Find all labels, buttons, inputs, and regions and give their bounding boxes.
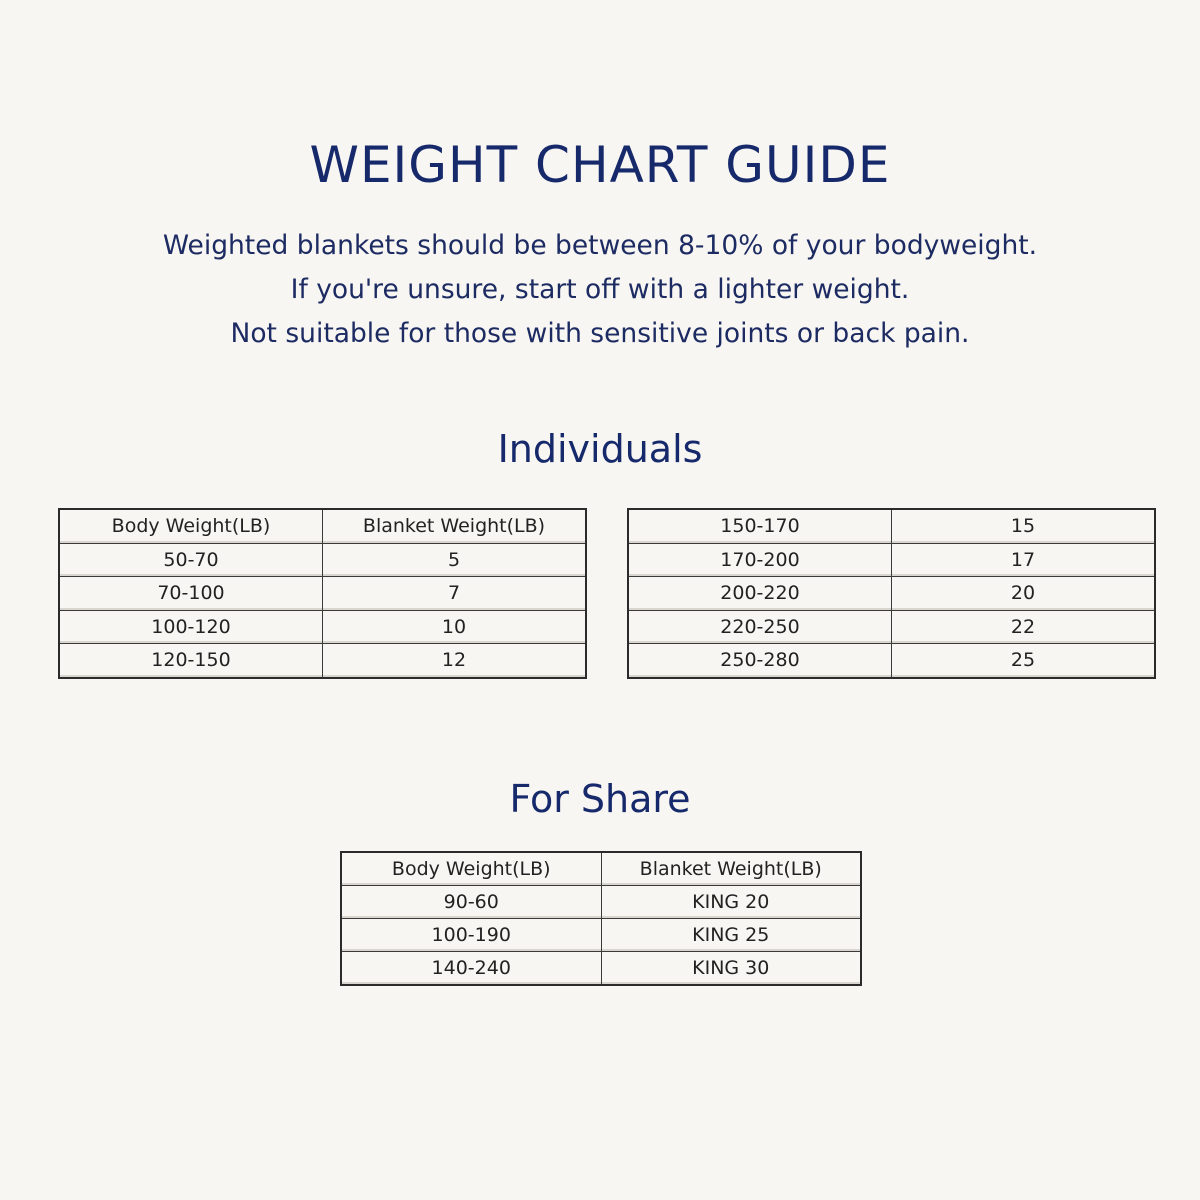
body-weight-cell: 150-170 (628, 509, 892, 543)
table-header-row (59, 509, 586, 543)
body-weight-cell: 70-100 (59, 577, 323, 611)
blanket-weight-cell: 17 (892, 543, 1156, 577)
table-row (59, 610, 586, 644)
body-weight-cell: 100-190 (341, 919, 601, 952)
table-row (628, 610, 1155, 644)
blanket-weight-cell: 5 (323, 543, 587, 577)
blanket-weight-cell: 7 (323, 577, 587, 611)
intro-line-1: Weighted blankets should be between 8-10% of your bodyweight. (162, 230, 1038, 261)
blanket-weight-cell: 25 (892, 644, 1156, 678)
table-row (628, 509, 1155, 543)
body-weight-cell: 90-60 (341, 886, 601, 919)
blanket-weight-cell: 12 (323, 644, 587, 678)
blanket-weight-cell: KING 20 (601, 886, 861, 919)
header-blanket-weight: Blanket Weight(LB) (601, 852, 861, 886)
body-weight-cell: 50-70 (59, 543, 323, 577)
table-row (59, 644, 586, 678)
body-weight-cell: 140-240 (341, 952, 601, 986)
individuals-heading: Individuals (497, 427, 703, 471)
intro-text (0, 224, 1200, 356)
header-body-weight: Body Weight(LB) (59, 509, 323, 543)
table-row (59, 577, 586, 611)
table-row (59, 543, 586, 577)
individuals-table-right (627, 508, 1156, 679)
table-row (628, 644, 1155, 678)
blanket-weight-cell: KING 25 (601, 919, 861, 952)
header-body-weight: Body Weight(LB) (341, 852, 601, 886)
page-title: WEIGHT CHART GUIDE (309, 136, 891, 194)
table-row (628, 577, 1155, 611)
blanket-weight-cell: 20 (892, 577, 1156, 611)
intro-line-3: Not suitable for those with sensitive joints or back pain. (230, 318, 970, 349)
body-weight-cell: 250-280 (628, 644, 892, 678)
table-row (341, 919, 861, 952)
intro-line-2: If you're unsure, start off with a lighter weight. (290, 274, 910, 305)
body-weight-cell: 170-200 (628, 543, 892, 577)
body-weight-cell: 120-150 (59, 644, 323, 678)
blanket-weight-cell: 15 (892, 509, 1156, 543)
table-row (341, 952, 861, 986)
blanket-weight-cell: KING 30 (601, 952, 861, 986)
blanket-weight-cell: 10 (323, 610, 587, 644)
table-row (341, 886, 861, 919)
table-row (628, 543, 1155, 577)
individuals-table-left (58, 508, 587, 679)
body-weight-cell: 100-120 (59, 610, 323, 644)
body-weight-cell: 220-250 (628, 610, 892, 644)
header-blanket-weight: Blanket Weight(LB) (323, 509, 587, 543)
blanket-weight-cell: 22 (892, 610, 1156, 644)
for-share-heading: For Share (509, 777, 691, 821)
body-weight-cell: 200-220 (628, 577, 892, 611)
for-share-table (340, 851, 862, 986)
table-header-row (341, 852, 861, 886)
